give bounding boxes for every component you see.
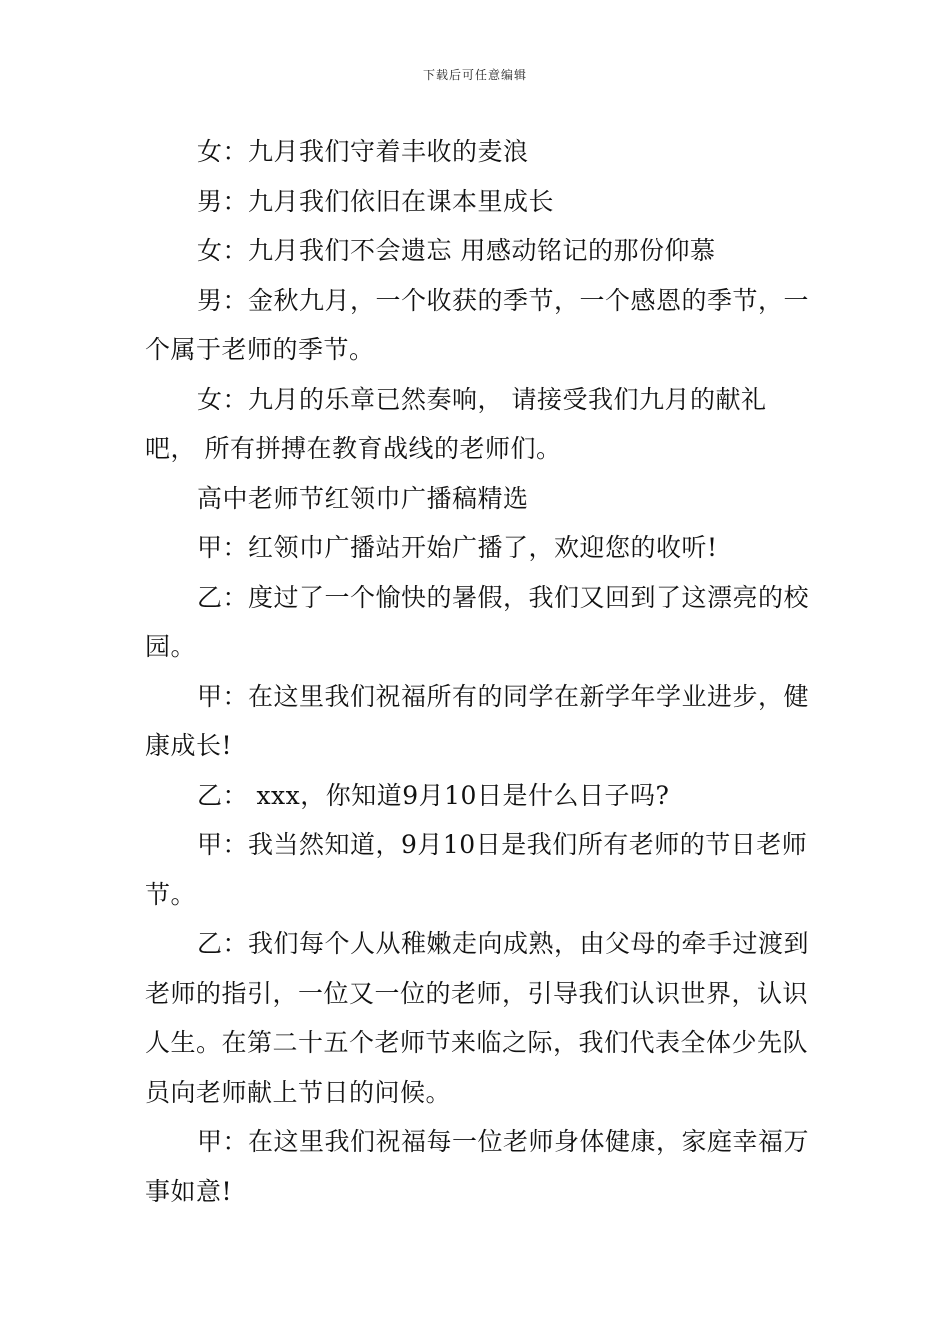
paragraph: 女：九月的乐章已然奏响， 请接受我们九月的献礼吧， 所有拼搏在教育战线的老师们。	[145, 384, 767, 463]
paragraph: 乙：度过了一个愉快的暑假，我们又回到了这漂亮的校园。	[145, 582, 810, 661]
paragraph: 甲：在这里我们祝福所有的同学在新学年学业进步，健康成长!	[145, 681, 810, 760]
section-title: 高中老师节红领巾广播稿精选	[197, 483, 529, 513]
paragraph: 甲：红领巾广播站开始广播了，欢迎您的收听!	[197, 533, 718, 562]
paragraph: 男：九月我们依旧在课本里成长	[197, 186, 555, 216]
paragraph: 乙： xxx，你知道9月10日是什么日子吗?	[197, 780, 670, 810]
paragraph: 乙：我们每个人从稚嫩走向成熟，由父母的牵手过渡到老师的指引，一位又一位的老师，引导我们认识世界，认识人生。在第二十五个老师节来临之际，我们代表全体少先队员向老师献上节日的问候。	[145, 929, 810, 1107]
document-body	[145, 127, 815, 1216]
paragraph: 女：九月我们不会遗忘 用感动铭记的那份仰慕	[197, 236, 716, 265]
paragraph: 女：九月我们守着丰收的麦浪	[197, 137, 529, 166]
header-note: 下载后可任意编辑	[422, 68, 527, 82]
paragraph: 男：金秋九月，一个收获的季节，一个感恩的季节，一个属于老师的季节。	[145, 285, 810, 364]
paragraph: 甲：在这里我们祝福每一位老师身体健康，家庭幸福万事如意!	[145, 1127, 810, 1206]
paragraph: 甲：我当然知道，9月10日是我们所有老师的节日老师节。	[145, 830, 808, 909]
